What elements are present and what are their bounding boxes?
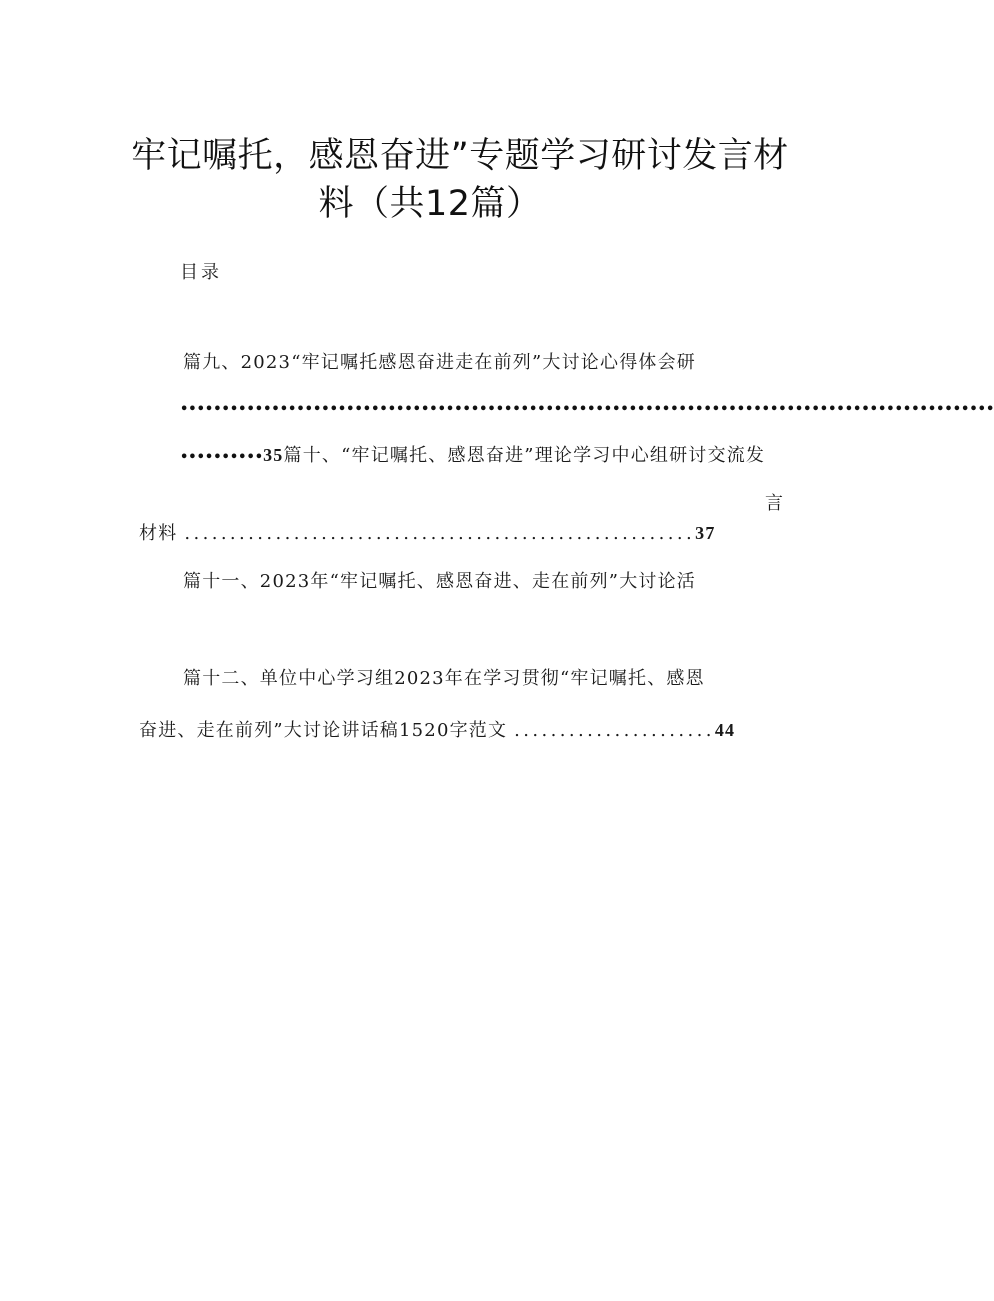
toc-entry-12-line-2[interactable] — [139, 718, 735, 743]
toc-entry-12-leader: ...................... — [514, 720, 715, 741]
toc-entry-10-leader: ........................................................ — [184, 523, 696, 544]
toc-entry-11-title[interactable]: 篇十一、2023年“牢记嘱托、感恩奋进、走在前列”大讨论活 — [183, 571, 697, 592]
toc-entry-10-title-wrap: 言 — [765, 493, 785, 514]
toc-entry-10-line-2[interactable] — [139, 521, 716, 546]
toc-entry-12-title[interactable]: 篇十二、单位中心学习组2023年在学习贯彻“牢记嘱托、感恩 — [183, 668, 705, 689]
toc-entry-10-page: 37 — [695, 523, 716, 543]
toc-entry-9-dot-leader-cont: •••••••••• — [180, 450, 264, 465]
toc-heading: 目录 — [180, 262, 222, 283]
toc-entry-9-title[interactable]: 篇九、2023“牢记嘱托感恩奋进走在前列”大讨论心得体会研 — [183, 352, 697, 373]
toc-entry-10-title: 篇十、“牢记嘱托、感恩奋进”理论学习中心组研讨交流发 — [283, 445, 766, 466]
toc-entry-10-line[interactable] — [180, 443, 765, 470]
document-title-line-1: 牢记嘱托，感恩奋进”专题学习研讨发言材 — [131, 136, 789, 176]
toc-entry-10-title-cont: 材料 — [139, 523, 178, 544]
toc-entry-12-page: 44 — [714, 720, 736, 740]
toc-entry-9-dot-leader: •••••••••••••••••••••••••••••••••••••••••••••••••••••••••••••••••••••••••••••••••••••••••••••••••• — [180, 402, 994, 417]
document-title-line-2: 料（共12篇） — [318, 184, 542, 224]
toc-entry-12-title-cont: 奋进、走在前列”大讨论讲话稿1520字范文 — [139, 720, 508, 741]
toc-entry-9-page: 35 — [263, 445, 284, 465]
